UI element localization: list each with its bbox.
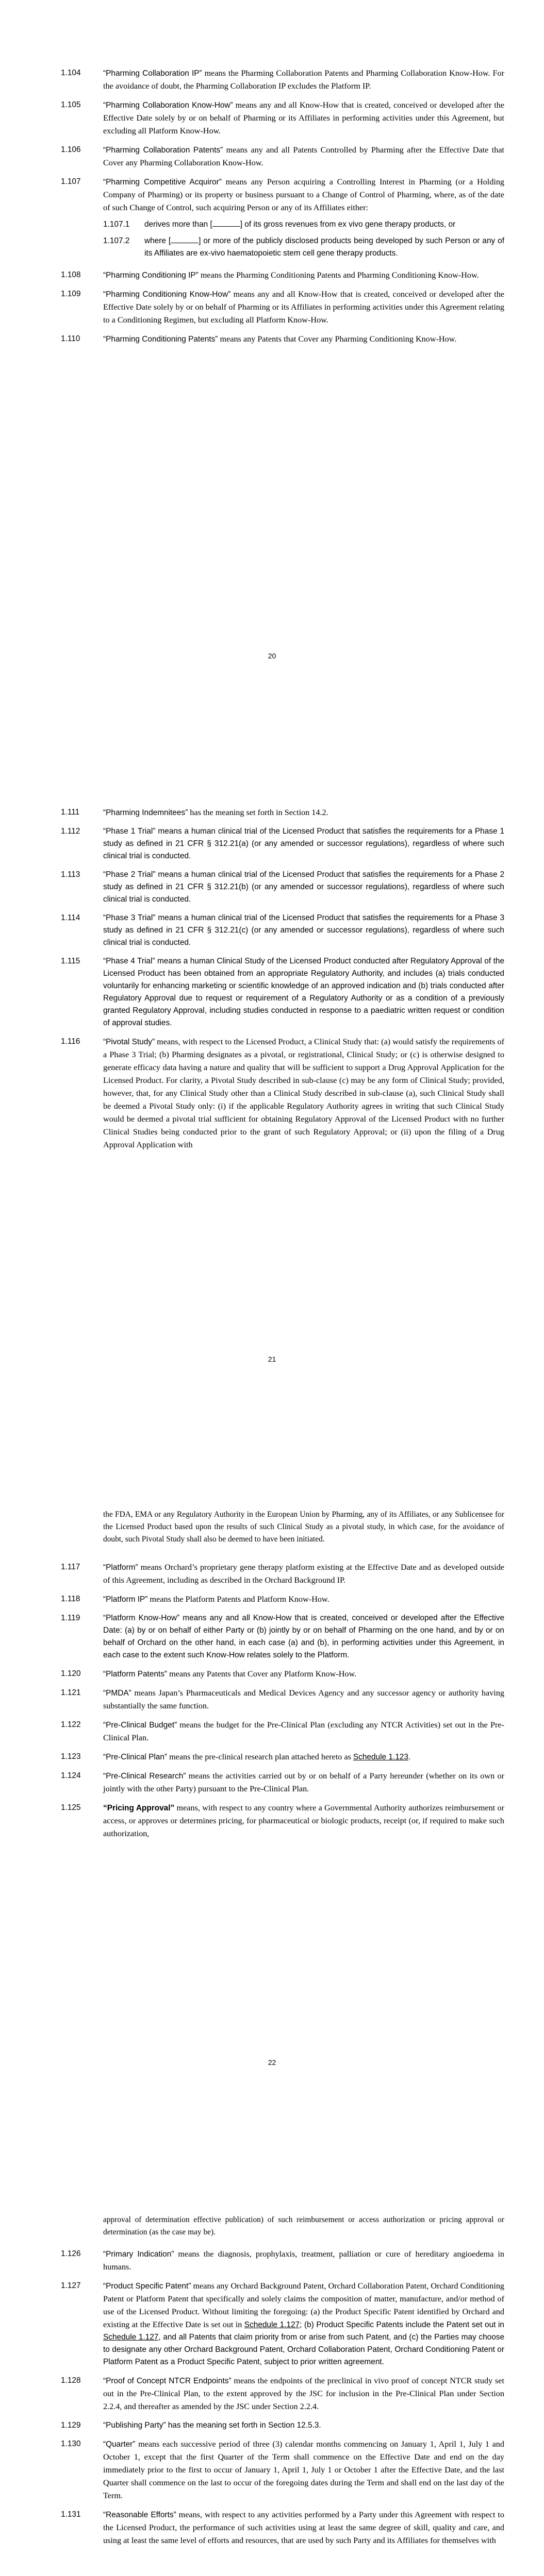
defined-term: “Phase 1 Trial” xyxy=(103,827,156,836)
definitions-list xyxy=(61,67,504,352)
definition-text-tail: , and all Patents that claim priority from or arise from such Patent, and (c) the Parties may choose to designate any other Orchard Background Patent, Orchard Collaboration Patent, Orchard Conditioning Patent or Platform Patent as a Product Specific Patent, subject to prior written agreement. xyxy=(103,2333,505,2366)
definition-text: means a human clinical trial of the Licensed Product that satisfies the requirements for a Phase 2 study as defined in 21 CFR § 312.21(b) (or any amended or successor regulations), regardless of where such clinical trial is conducted. xyxy=(103,870,505,904)
definition-text-tail: . xyxy=(408,1753,411,1761)
clause-number: 1.123 xyxy=(61,1752,81,1761)
definition-item xyxy=(61,955,504,1029)
defined-term: “Quarter” xyxy=(103,2440,136,2449)
definition-text: means a human clinical trial of the Licensed Product that satisfies the requirements for a Phase 3 study as defined in 21 CFR § 312.21(c) (or any amended or successor regulations), regardless of where such clinical trial is conducted. xyxy=(103,913,505,947)
definition-item xyxy=(61,825,504,862)
definition-item xyxy=(61,1593,504,1606)
definition-item xyxy=(61,67,504,93)
definition-item xyxy=(61,1036,504,1151)
page-23 xyxy=(0,2110,544,2576)
clause-number: 1.128 xyxy=(61,2376,81,2385)
schedule-reference: Schedule 1.123 xyxy=(353,1753,408,1761)
defined-term: “Publishing Party” xyxy=(103,2421,166,2430)
defined-term: “Pricing Approval” xyxy=(103,1804,175,1812)
definition-item xyxy=(61,99,504,138)
clause-number: 1.124 xyxy=(61,1771,81,1780)
defined-term: “Pharming Collaboration Patents” xyxy=(103,146,223,155)
clause-number: 1.119 xyxy=(61,1614,80,1622)
definition-item xyxy=(61,1687,504,1713)
clause-number: 1.109 xyxy=(61,290,81,298)
definition-text: has the meaning set forth in Section 14.2. xyxy=(188,808,328,817)
clause-number: 1.116 xyxy=(61,1037,80,1046)
definition-text: means, with respect to the Licensed Product, a Clinical Study that: (a) would satisfy the requirements of a Phase 3 Trial; (b) Pharming designates as a pivotal, or registrational, Clinical Study; or (c) is otherwise designed to generate efficacy data having a nature and quality that will be sufficient to support a Drug Approval Application for the Licensed Product. For clarity, a Pivotal Study described in sub-clause (c) may be any form of Clinical Study; provided, however, that, for any Clinical Study other than a Clinical Study described in sub-clause (a), such Clinical Study shall be deemed a Pivotal Study only: (i) if the applicable Regulatory Authority agrees in writing that such Clinical Study would be deemed a pivotal trial sufficient for obtaining Regulatory Approval of the Licensed Product with no further Clinical Studies being conducted prior to the grant of such Regulatory Approval; or (ii) upon the filing of a Drug Approval Application with xyxy=(103,1037,504,1149)
definition-text: means each successive period of three (3) calendar months commencing on January 1, April 1, July 1 and October 1, except that the first Quarter of the Term shall commence on the Effective Date and end on the day immediately prior to the first to occur of January 1, April 1, July 1 or October 1 after the Effective Date, and the last Quarter shall commence on the last to occur of the foregoing dates during the Term and shall end on the last day of the Term. xyxy=(103,2439,504,2500)
definition-item xyxy=(61,2248,504,2274)
definition-item xyxy=(61,176,504,263)
defined-term: “Platform IP” xyxy=(103,1595,148,1604)
defined-term: “Reasonable Efforts” xyxy=(103,2511,176,2519)
definition-text: means any Patents that Cover any Pharming Conditioning Know-How. xyxy=(218,334,457,344)
definition-item xyxy=(61,2375,504,2413)
redaction-blank xyxy=(212,219,240,227)
definition-item xyxy=(61,1561,504,1587)
definition-text: means any and all Know-How that is created, conceived or developed after the Effective Date solely by or on behalf of Pharming or its Affiliates in performing activities under this Agreement, but excluding all Platform Know-How. xyxy=(103,100,505,135)
defined-term: “Platform” xyxy=(103,1563,138,1572)
definition-item xyxy=(61,269,504,282)
clause-number: 1.117 xyxy=(61,1563,80,1571)
defined-term: “Pharming Conditioning IP” xyxy=(103,271,199,280)
definition-text: means the budget for the Pre-Clinical Plan (excluding any NTCR Activities) set out in the Pre-Clinical Plan. xyxy=(103,1720,504,1742)
defined-term: “Phase 2 Trial” xyxy=(103,870,156,879)
definitions-list xyxy=(61,2248,504,2553)
definition-text: means any and all Know-How that is created, conceived or developed after the Effective Date solely by or on behalf of Pharming or its Affiliates in performing activities under this Agreement relating to a Conditioning Regimen, but excluding all Platform Know-How. xyxy=(103,290,504,325)
definition-item xyxy=(61,2438,504,2502)
definition-text: means, with respect to any activities performed by a Party under this Agreement with respect to the Licensed Product, the performance of such activities using at least the same degree of skill, quality and care, and using at least the same level of efforts and resources, that are used by such Party and its Affiliates for themselves with xyxy=(103,2510,504,2545)
clause-number: 1.129 xyxy=(61,2421,81,2430)
sub-clause-text-start: derives more than [ xyxy=(144,220,212,229)
page-22 xyxy=(0,1406,544,2110)
clause-number: 1.114 xyxy=(61,913,80,922)
defined-term: “Proof of Concept NTCR Endpoints” xyxy=(103,2377,232,2385)
defined-term: “Pivotal Study” xyxy=(103,1038,155,1046)
definition-item xyxy=(61,1802,504,1840)
defined-term: “Pre-Clinical Budget” xyxy=(103,1721,177,1730)
clause-number: 1.108 xyxy=(61,270,81,279)
definition-item xyxy=(61,1668,504,1681)
clause-number: 1.127 xyxy=(61,2281,81,2290)
clause-number: 1.110 xyxy=(61,334,80,343)
sub-clause-text-end: ] or more of the publicly disclosed products being developed by such Person or any of its Affiliates are ex-vivo haematopoietic stem cell gene therapy products. xyxy=(144,236,504,258)
defined-term: “Pharming Collaboration Know-How” xyxy=(103,101,233,110)
page-number: 21 xyxy=(268,1355,276,1363)
defined-term: “Pharming Collaboration IP” xyxy=(103,69,202,78)
definition-text: means any Person acquiring a Controlling Interest in Pharming (or a Holding Company of Pharming) or its property or business pursuant to a Change of Control of Pharming, where, as of the date of such Change of Control, such acquiring Person or any of its Affiliates either: xyxy=(103,177,505,212)
defined-term: “Product Specific Patent” xyxy=(103,2282,191,2291)
defined-term: “Pre-Clinical Plan” xyxy=(103,1753,168,1761)
definition-item xyxy=(61,333,504,346)
definition-text: means any Orchard Background Patent, Orchard Collaboration Patent, Orchard Conditioning Patent or Platform Patent that specifically and solely claims the composition of matter, manufacture, and/or method of use of the Licensed Product. Without limiting the foregoing: (a) the Product Specific Patent identified by Orchard and existing at the Effective Date is set out in xyxy=(103,2281,505,2329)
clause-number: 1.111 xyxy=(61,808,80,817)
clause-number: 1.106 xyxy=(61,145,81,154)
definition-text: means the Pharming Conditioning Patents and Pharming Conditioning Know-How. xyxy=(198,270,479,280)
definition-item xyxy=(61,2419,504,2432)
clause-number: 1.115 xyxy=(61,957,80,965)
definition-text: means any Patents that Cover any Platform Know-How. xyxy=(167,1669,357,1679)
clause-number: 1.113 xyxy=(61,870,80,879)
clause-number: 1.105 xyxy=(61,100,81,109)
definitions-list xyxy=(61,806,504,1158)
definition-text: means Orchard’s proprietary gene therapy platform existing at the Effective Date and as developed outside of this Agreement, including as described in the Orchard Background IP. xyxy=(103,1563,504,1585)
definition-item xyxy=(61,912,504,949)
clause-number: 1.112 xyxy=(61,827,80,836)
clause-number: 1.122 xyxy=(61,1720,81,1729)
definition-text: means the diagnosis, prophylaxis, treatment, palliation or cure of hereditary angioedema in humans. xyxy=(103,2249,504,2272)
clause-number: 1.126 xyxy=(61,2249,81,2258)
page-number: 22 xyxy=(268,2058,276,2066)
page-number: 20 xyxy=(268,652,276,660)
definition-item xyxy=(61,144,504,170)
definition-item xyxy=(61,1719,504,1744)
definition-text: means the endpoints of the preclinical in vivo proof of concept NTCR study set out in the Pre-Clinical Plan, to the extent approved by the JSC for inclusion in the Pre-Clinical Plan under Section 2.2.4, and thereafter as amended by the JSC under Section 2.2.4. xyxy=(103,2376,504,2411)
sub-clause-text-start: where [ xyxy=(144,236,171,245)
clause-number: 1.125 xyxy=(61,1803,81,1812)
definition-text: means the activities carried out by or on behalf of a Party hereunder (whether on its own or jointly with the other Party) pursuant to the Pre-Clinical Plan. xyxy=(103,1771,505,1793)
clause-number: 1.130 xyxy=(61,2439,81,2448)
clause-number: 1.118 xyxy=(61,1595,80,1603)
schedule-reference: Schedule 1.127 xyxy=(103,2333,159,2342)
definition-text: means any and all Know-How that is created, conceived or developed after the Effective Date: (a) by or on behalf of either Party or (b) jointly by or on behalf of Pharming on the one hand, and by or on behalf of Orchard on the other hand, in each case (a) and (b), in performing activities under this Agreement, in each case to the extent such Know-How relates solely to the Platform. xyxy=(103,1614,505,1659)
definition-text: means the Platform Patents and Platform Know-How. xyxy=(147,1595,329,1604)
defined-term: “Platform Know-How” xyxy=(103,1614,180,1622)
defined-term: “Pre-Clinical Research” xyxy=(103,1772,186,1781)
definition-text-middle: ; (b) Product Specific Patents include the Patent set out in xyxy=(300,2320,504,2329)
defined-term: “Phase 4 Trial” xyxy=(103,957,155,965)
definition-text: means any and all Patents Controlled by Pharming after the Effective Date that Cover any Pharming Collaboration Know-How. xyxy=(103,145,505,167)
continuation-paragraph: approval of determination effective publication) of such reimbursement or access authorization or pricing approval or determination (as the case may be). xyxy=(103,2215,504,2236)
definition-item xyxy=(61,806,504,819)
definition-item xyxy=(61,1751,504,1764)
sub-clause-number: 1.107.2 xyxy=(103,236,130,245)
definition-item xyxy=(61,2280,504,2368)
definition-text: means, with respect to any country where a Governmental Authority authorizes reimbursement or access, or approves or determines pricing, for pharmaceutical or biologic products, receipt (or, if required to make such authorization, xyxy=(103,1803,504,1838)
defined-term: “Pharming Conditioning Know-How” xyxy=(103,290,231,299)
sub-clause-number: 1.107.1 xyxy=(103,220,130,229)
defined-term: “Pharming Competitive Acquiror” xyxy=(103,178,222,187)
definitions-list xyxy=(61,1561,504,1846)
definition-text: means a human Clinical Study of the Licensed Product conducted after Regulatory Approval of the Licensed Product has been obtained from an appropriate Regulatory Authority, and includes (a) trials conducted voluntarily for enhancing marketing or scientific knowledge of an approved indication and (b) trials conducted after Regulatory Approval due to request or requirement of a Regulatory Authority or as a condition of a previously granted Regulatory Approval, including studies conducted in response to a paediatric written request or condition of approval studies. xyxy=(103,957,505,1027)
defined-term: “Pharming Conditioning Patents” xyxy=(103,335,218,344)
page-20 xyxy=(0,0,544,703)
definition-text: means the pre-clinical research plan attached hereto as xyxy=(167,1752,353,1761)
defined-term: “Pharming Indemnitees” xyxy=(103,808,188,817)
definition-item xyxy=(61,2509,504,2547)
clause-number: 1.107 xyxy=(61,177,81,186)
definition-text: means the Pharming Collaboration Patents and Pharming Collaboration Know-How. For the avoidance of doubt, the Pharming Collaboration IP excludes the Platform IP. xyxy=(103,69,504,91)
defined-term: “Platform Patents” xyxy=(103,1670,168,1679)
sub-clause xyxy=(103,218,504,231)
clause-number: 1.120 xyxy=(61,1669,81,1678)
definition-text: has the meaning set forth in Section 12.5.3. xyxy=(166,2421,321,2430)
definition-item xyxy=(61,1612,504,1662)
page-21 xyxy=(0,703,544,1406)
definition-text: means a human clinical trial of the Licensed Product that satisfies the requirements for a Phase 1 study as defined in 21 CFR § 312.21(a) (or any amended or successor regulations), regardless of where such clinical trial is conducted. xyxy=(103,827,505,860)
definition-item xyxy=(61,1770,504,1795)
continuation-paragraph: the FDA, EMA or any Regulatory Authority in the European Union by Pharming, any of its Affiliates, or any Sublicensee for the Licensed Product based upon the results of such Clinical Study as a pivotal study, in which case, for the avoidance of doubt, such Pivotal Study shall also be deemed to have been initiated. xyxy=(103,1510,504,1544)
schedule-reference: Schedule 1.127 xyxy=(244,2320,300,2329)
defined-term: “Primary Indication” xyxy=(103,2250,174,2259)
redaction-blank xyxy=(171,235,199,243)
defined-term: “Phase 3 Trial” xyxy=(103,913,156,922)
definition-text: means Japan’s Pharmaceuticals and Medical Devices Agency and any successor agency or authority having substantially the same function. xyxy=(103,1688,504,1710)
clause-number: 1.121 xyxy=(61,1688,81,1697)
definition-item xyxy=(61,869,504,906)
sub-clause-text-end: ] of its gross revenues from ex vivo gene therapy products, or xyxy=(240,220,456,229)
sub-clause xyxy=(103,235,504,260)
defined-term: “PMDA” xyxy=(103,1689,131,1698)
clause-number: 1.131 xyxy=(61,2510,81,2519)
clause-number: 1.104 xyxy=(61,69,81,77)
definition-item xyxy=(61,288,504,327)
